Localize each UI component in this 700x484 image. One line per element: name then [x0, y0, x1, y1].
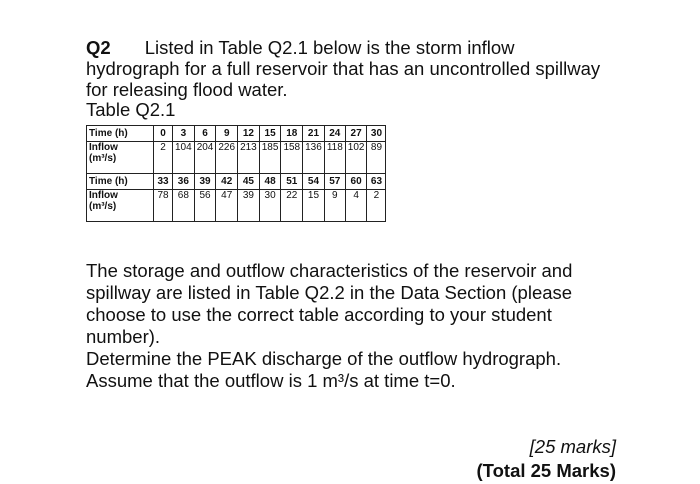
table-cell: 15	[259, 126, 281, 142]
table-cell: 3	[173, 126, 195, 142]
inflow-hydrograph-table	[86, 125, 386, 222]
table-cell: 18	[281, 126, 303, 142]
table-cell: 118	[324, 142, 345, 174]
table-cell: 63	[367, 174, 386, 190]
table-cell: 47	[216, 190, 238, 222]
table-cell: 22	[281, 190, 303, 222]
table-cell: 60	[345, 174, 367, 190]
time-row-header: Time (h)	[87, 126, 154, 142]
table-cell: 136	[303, 142, 325, 174]
table-cell: 21	[303, 126, 325, 142]
table-cell: 78	[154, 190, 173, 222]
table-cell: 42	[216, 174, 238, 190]
table-cell: 33	[154, 174, 173, 190]
marks-block	[477, 435, 616, 483]
task-paragraph: Determine the PEAK discharge of the outflow hydrograph. Assume that the outflow is 1 m³/s at time t=0.	[86, 348, 562, 391]
question-intro-text: Listed in Table Q2.1 below is the storm inflow hydrograph for a full reservoir that has an uncontrolled spillway for releasing flood water.	[86, 37, 601, 100]
time-row-header: Time (h)	[87, 174, 154, 190]
table-cell: 39	[194, 174, 216, 190]
table-cell: 45	[238, 174, 260, 190]
storage-outflow-paragraph: The storage and outflow characteristics of the reservoir and spillway are listed in Table Q2.2 in the Data Section (please choose to use the correct table according to your student number).	[86, 260, 573, 347]
table-cell: 2	[154, 142, 173, 174]
table-cell: 12	[238, 126, 260, 142]
table-cell: 158	[281, 142, 303, 174]
table-caption: Table Q2.1	[86, 99, 176, 120]
question-body	[86, 260, 626, 392]
table-cell: 54	[303, 174, 325, 190]
table-cell: 4	[345, 190, 367, 222]
table-cell: 15	[303, 190, 325, 222]
total-marks: (Total 25 Marks)	[476, 460, 616, 481]
table-cell: 30	[259, 190, 281, 222]
table-cell: 39	[238, 190, 260, 222]
inflow-row-header	[87, 142, 154, 174]
table-cell: 57	[324, 174, 345, 190]
table-row-time-1	[87, 126, 386, 142]
question-marks: [25 marks]	[529, 436, 616, 457]
table-cell: 6	[194, 126, 216, 142]
inflow-unit: (m³/s)	[89, 153, 117, 164]
question-block	[86, 37, 606, 120]
table-row-time-2	[87, 174, 386, 190]
table-cell: 89	[367, 142, 386, 174]
question-intro	[86, 37, 606, 100]
table-cell: 27	[345, 126, 367, 142]
inflow-unit: (m³/s)	[89, 201, 117, 212]
table-cell: 24	[324, 126, 345, 142]
table-cell: 51	[281, 174, 303, 190]
table-cell: 213	[238, 142, 260, 174]
table-cell: 68	[173, 190, 195, 222]
table-cell: 185	[259, 142, 281, 174]
table-cell: 36	[173, 174, 195, 190]
table-cell: 9	[324, 190, 345, 222]
table-row-inflow-1	[87, 142, 386, 174]
table-cell: 226	[216, 142, 238, 174]
table-cell: 30	[367, 126, 386, 142]
table-row-inflow-2	[87, 190, 386, 222]
table-cell: 102	[345, 142, 367, 174]
table-cell: 9	[216, 126, 238, 142]
table-cell: 2	[367, 190, 386, 222]
table-cell: 48	[259, 174, 281, 190]
table-cell: 0	[154, 126, 173, 142]
table-cell: 204	[194, 142, 216, 174]
table-cell: 104	[173, 142, 195, 174]
inflow-label: Inflow	[89, 190, 118, 201]
inflow-row-header	[87, 190, 154, 222]
inflow-label: Inflow	[89, 142, 118, 153]
question-number: Q2	[86, 37, 111, 58]
table-cell: 56	[194, 190, 216, 222]
